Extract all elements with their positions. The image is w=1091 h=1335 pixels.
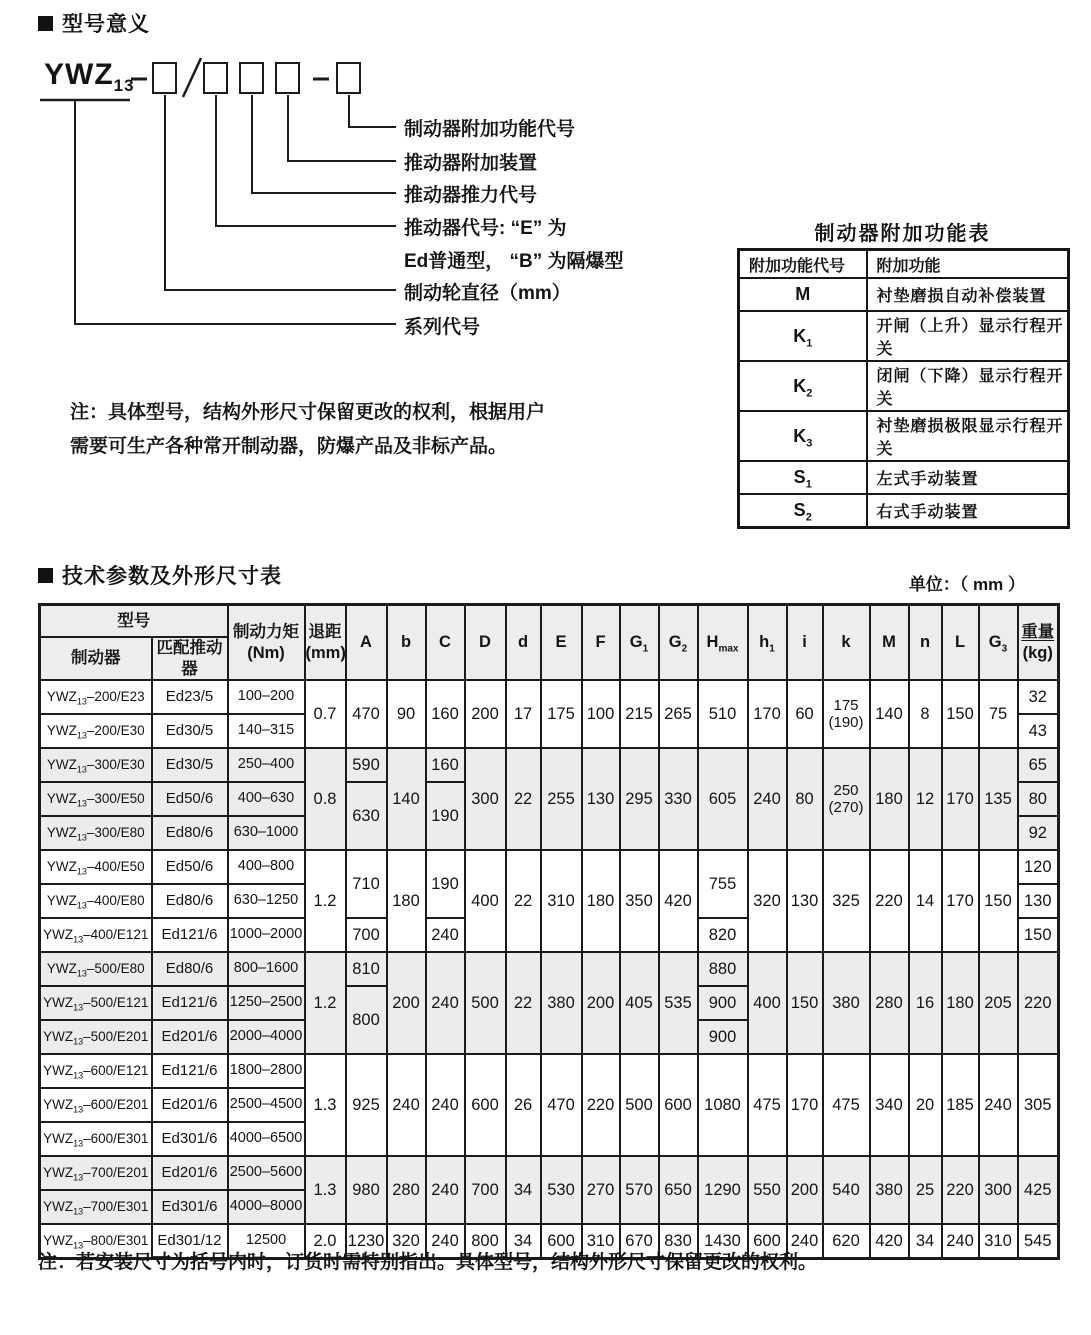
param-row <box>40 1054 1059 1088</box>
diagram-label-function-code: 制动器附加功能代号 <box>404 119 576 140</box>
param-cell: 535 <box>659 952 698 1054</box>
param-row <box>40 1156 1059 1190</box>
param-cell: 34 <box>909 1224 942 1259</box>
param-cell: 380 <box>823 952 870 1054</box>
param-cell: 400–800 <box>228 850 305 884</box>
param-cell: 830 <box>659 1224 698 1259</box>
diagram-label-thruster-device: 推动器附加装置 <box>404 153 538 174</box>
param-cell: 700 <box>346 918 387 952</box>
param-cell: 0.7 <box>305 680 346 748</box>
param-cell: 220 <box>1018 952 1059 1054</box>
param-cell: 630 <box>346 782 387 850</box>
param-cell: 670 <box>620 1224 659 1259</box>
model-cell: $YWZ_{13}-400/E80$ <box>40 884 152 918</box>
param-row <box>40 952 1059 986</box>
param-cell: 8 <box>909 680 942 748</box>
param-cell: 510 <box>698 680 748 748</box>
param-cell: Ed30/5 <box>152 748 228 782</box>
param-cell: 710 <box>346 850 387 918</box>
param-cell: 330 <box>659 748 698 850</box>
param-cell: 880 <box>698 952 748 986</box>
param-cell: 820 <box>698 918 748 952</box>
fn-func-cell: 左式手动装置 <box>867 461 1069 494</box>
param-cell: 200 <box>387 952 426 1054</box>
param-cell: 150 <box>979 850 1018 952</box>
param-cell: 150 <box>1018 918 1059 952</box>
model-code-box-thruster-type <box>203 62 228 94</box>
param-cell: 12500 <box>228 1224 305 1259</box>
fn-func-cell: 闭闸（下降）显示行程开关 <box>867 361 1069 411</box>
param-cell: 500 <box>465 952 506 1054</box>
param-row <box>40 850 1059 884</box>
param-cell: 75 <box>979 680 1018 748</box>
param-cell: 180 <box>870 748 909 850</box>
section-title-model-meaning <box>38 8 150 38</box>
param-cell: 405 <box>620 952 659 1054</box>
param-cell: 550 <box>748 1156 787 1224</box>
param-cell: 310 <box>582 1224 620 1259</box>
param-header-cell: D <box>465 605 506 681</box>
diagram-connector-lines <box>0 0 720 345</box>
param-cell: 540 <box>823 1156 870 1224</box>
param-cell: 60 <box>787 680 823 748</box>
model-cell: $YWZ_{13}-600/E121$ <box>40 1054 152 1088</box>
param-cell: 270 <box>582 1156 620 1224</box>
diagram-label-wheel-diameter: 制动轮直径（mm） <box>404 283 571 304</box>
param-cell: 240 <box>426 918 465 952</box>
model-cell: $YWZ_{13}-500/E80$ <box>40 952 152 986</box>
model-cell: $YWZ_{13}-700/E301$ <box>40 1190 152 1224</box>
param-cell: 530 <box>541 1156 582 1224</box>
param-header-cell: 重量 (kg) <box>1018 605 1059 681</box>
param-cell: 170 <box>787 1054 823 1156</box>
param-header-cell: 制动器 <box>40 637 152 680</box>
param-header-cell: M <box>870 605 909 681</box>
section-title-model-meaning-text: 型号意义 <box>62 13 150 36</box>
model-code-box-diameter <box>152 62 177 94</box>
section-title-params <box>38 560 282 590</box>
param-cell: 475 <box>748 1054 787 1156</box>
param-cell: 140–315 <box>228 714 305 748</box>
function-header-code: 附加功能代号 <box>739 250 867 279</box>
model-code-box-thrust <box>239 62 264 94</box>
param-cell: 240 <box>426 1054 465 1156</box>
param-header-cell: $G_3$ <box>979 605 1018 681</box>
model-cell: $YWZ_{13}-200/E30$ <box>40 714 152 748</box>
param-header-cell: d <box>506 605 541 681</box>
param-cell: 400 <box>465 850 506 952</box>
param-cell: 80 <box>1018 782 1059 816</box>
param-row <box>40 680 1059 714</box>
diagram-label-thruster-code-line1: 推动器代号: “E” 为 <box>404 218 567 239</box>
param-cell: Ed50/6 <box>152 850 228 884</box>
param-cell: 180 <box>582 850 620 952</box>
param-cell: 310 <box>541 850 582 952</box>
param-cell: 100 <box>582 680 620 748</box>
fn-code-cell: $S_1$ <box>739 461 867 494</box>
param-cell: 320 <box>748 850 787 952</box>
param-cell: 925 <box>346 1054 387 1156</box>
param-cell: 590 <box>346 748 387 782</box>
param-cell: 255 <box>541 748 582 850</box>
param-cell: Ed301/12 <box>152 1224 228 1259</box>
param-cell: 1430 <box>698 1224 748 1259</box>
param-cell: Ed201/6 <box>152 1088 228 1122</box>
model-cell: $YWZ_{13}-700/E201$ <box>40 1156 152 1190</box>
param-cell: 475 <box>823 1054 870 1156</box>
param-cell: 265 <box>659 680 698 748</box>
param-cell: Ed201/6 <box>152 1020 228 1054</box>
param-cell: 4000–6500 <box>228 1122 305 1156</box>
param-cell: 1.2 <box>305 952 346 1054</box>
param-cell: 170 <box>942 748 979 850</box>
param-cell: 305 <box>1018 1054 1059 1156</box>
param-cell: 350 <box>620 850 659 952</box>
param-cell: 150 <box>787 952 823 1054</box>
param-cell: Ed121/6 <box>152 986 228 1020</box>
param-header-cell: 退距 (mm) <box>305 605 346 681</box>
model-note <box>70 396 545 464</box>
param-cell: 545 <box>1018 1224 1059 1259</box>
param-cell: 1290 <box>698 1156 748 1224</box>
diagram-label-series-code: 系列代号 <box>404 317 481 338</box>
function-header-func: 附加功能 <box>867 250 1069 279</box>
function-table <box>737 248 1070 529</box>
param-cell: 1800–2800 <box>228 1054 305 1088</box>
param-header-cell: L <box>942 605 979 681</box>
model-cell: $YWZ_{13}-200/E23$ <box>40 680 152 714</box>
section-title-params-text: 技术参数及外形尺寸表 <box>62 565 282 588</box>
param-header-cell: b <box>387 605 426 681</box>
param-cell: 90 <box>387 680 426 748</box>
param-header-cell: $G_2$ <box>659 605 698 681</box>
param-header-cell: i <box>787 605 823 681</box>
param-cell: 200 <box>787 1156 823 1224</box>
param-cell: 80 <box>787 748 823 850</box>
param-cell: 34 <box>506 1224 541 1259</box>
param-header-cell: 匹配推动器 <box>152 637 228 680</box>
param-cell: 200 <box>465 680 506 748</box>
param-cell: 570 <box>620 1156 659 1224</box>
param-cell: 190 <box>426 782 465 850</box>
model-cell: $YWZ_{13}-300/E80$ <box>40 816 152 850</box>
param-cell: 420 <box>870 1224 909 1259</box>
param-cell: 175 <box>541 680 582 748</box>
param-cell: 1000–2000 <box>228 918 305 952</box>
param-cell: 240 <box>942 1224 979 1259</box>
param-cell: Ed80/6 <box>152 816 228 850</box>
param-cell: 380 <box>541 952 582 1054</box>
param-cell: Ed121/6 <box>152 918 228 952</box>
param-cell: 16 <box>909 952 942 1054</box>
param-cell: 200 <box>582 952 620 1054</box>
param-header-cell: $G_1$ <box>620 605 659 681</box>
param-cell: 14 <box>909 850 942 952</box>
diagram-label-thrust-code: 推动器推力代号 <box>404 185 538 206</box>
param-cell: 240 <box>787 1224 823 1259</box>
param-cell: 160 <box>426 680 465 748</box>
param-cell: 22 <box>506 850 541 952</box>
param-cell: 1250–2500 <box>228 986 305 1020</box>
param-cell: 32 <box>1018 680 1059 714</box>
param-cell: 650 <box>659 1156 698 1224</box>
section-marker-icon <box>38 16 53 31</box>
param-cell: 130 <box>582 748 620 850</box>
param-cell: 2500–4500 <box>228 1088 305 1122</box>
param-cell: 43 <box>1018 714 1059 748</box>
series-subscript: 13 <box>113 76 135 95</box>
param-cell: 22 <box>506 748 541 850</box>
unit-label: 单位：（ mm ） <box>908 575 1025 594</box>
param-cell: 300 <box>465 748 506 850</box>
param-cell: 420 <box>659 850 698 952</box>
param-cell: 810 <box>346 952 387 986</box>
param-cell: 900 <box>698 986 748 1020</box>
fn-func-cell: 开闸（上升）显示行程开关 <box>867 311 1069 361</box>
param-cell: 220 <box>870 850 909 952</box>
param-cell: Ed201/6 <box>152 1156 228 1190</box>
param-cell: 800–1600 <box>228 952 305 986</box>
param-cell: 400–630 <box>228 782 305 816</box>
param-cell: 140 <box>870 680 909 748</box>
model-code-box-function <box>336 62 361 94</box>
model-note-line2: 需要可生产各种常开制动器，防爆产品及非标产品。 <box>70 436 508 457</box>
param-cell: 25 <box>909 1156 942 1224</box>
function-table-row <box>739 278 1069 311</box>
param-cell: 500 <box>620 1054 659 1156</box>
function-table-row <box>739 411 1069 461</box>
param-cell: 600 <box>465 1054 506 1156</box>
series-prefix: YWZ <box>44 58 114 91</box>
param-cell: 600 <box>659 1054 698 1156</box>
model-cell: $YWZ_{13}-500/E121$ <box>40 986 152 1020</box>
param-cell: 280 <box>870 952 909 1054</box>
model-note-line1: 注：具体型号，结构外形尺寸保留更改的权利，根据用户 <box>70 402 546 423</box>
model-cell: $YWZ_{13}-600/E301$ <box>40 1122 152 1156</box>
param-cell: 180 <box>942 952 979 1054</box>
param-header-cell: 制动力矩 (Nm) <box>228 605 305 681</box>
param-header-cell: A <box>346 605 387 681</box>
param-cell: 380 <box>870 1156 909 1224</box>
series-code-text <box>44 58 135 95</box>
param-cell: 240 <box>387 1054 426 1156</box>
diagram-label-thruster-code-line2: Ed普通型， “B” 为隔爆型 <box>404 251 624 272</box>
param-cell: Ed301/6 <box>152 1122 228 1156</box>
function-table-title: 制动器附加功能表 <box>814 223 991 245</box>
param-cell: 175 (190) <box>823 680 870 748</box>
param-cell: 1.3 <box>305 1054 346 1156</box>
param-cell: 800 <box>465 1224 506 1259</box>
param-cell: 300 <box>979 1156 1018 1224</box>
param-header-cell: k <box>823 605 870 681</box>
param-cell: 2500–5600 <box>228 1156 305 1190</box>
param-cell: 170 <box>942 850 979 952</box>
param-row <box>40 748 1059 782</box>
param-cell: 160 <box>426 748 465 782</box>
param-cell: 17 <box>506 680 541 748</box>
fn-code-cell: $S_2$ <box>739 494 867 528</box>
param-cell: 250–400 <box>228 748 305 782</box>
fn-func-cell: 右式手动装置 <box>867 494 1069 528</box>
param-cell: 220 <box>582 1054 620 1156</box>
param-cell: 22 <box>506 952 541 1054</box>
model-cell: $YWZ_{13}-600/E201$ <box>40 1088 152 1122</box>
param-cell: 2.0 <box>305 1224 346 1259</box>
param-cell: 240 <box>426 952 465 1054</box>
function-table-row <box>739 311 1069 361</box>
param-cell: 140 <box>387 748 426 850</box>
param-cell: 755 <box>698 850 748 918</box>
model-cell: $YWZ_{13}-400/E50$ <box>40 850 152 884</box>
model-code-box-thruster-device <box>275 62 300 94</box>
param-cell: 240 <box>426 1224 465 1259</box>
param-cell: Ed301/6 <box>152 1190 228 1224</box>
param-cell: 4000–8000 <box>228 1190 305 1224</box>
function-table-row <box>739 361 1069 411</box>
param-cell: Ed121/6 <box>152 1054 228 1088</box>
param-header-cell: 型号 <box>40 605 228 638</box>
param-cell: Ed80/6 <box>152 884 228 918</box>
param-cell: 620 <box>823 1224 870 1259</box>
param-cell: 185 <box>942 1054 979 1156</box>
param-cell: 34 <box>506 1156 541 1224</box>
param-cell: 1.3 <box>305 1156 346 1224</box>
model-cell: $YWZ_{13}-400/E121$ <box>40 918 152 952</box>
param-cell: 600 <box>748 1224 787 1259</box>
param-header-cell: n <box>909 605 942 681</box>
param-cell: 340 <box>870 1054 909 1156</box>
param-cell: 220 <box>942 1156 979 1224</box>
param-cell: 205 <box>979 952 1018 1054</box>
params-note: 注：若安装尺寸为括号内时，订货时需特别指出。具体型号，结构外形尺寸保留更改的权利。 <box>38 1252 818 1273</box>
section-marker-icon <box>38 568 53 583</box>
param-cell: 12 <box>909 748 942 850</box>
param-cell: 470 <box>346 680 387 748</box>
param-cell: Ed30/5 <box>152 714 228 748</box>
fn-func-cell: 衬垫磨损极限显示行程开关 <box>867 411 1069 461</box>
param-cell: 630–1250 <box>228 884 305 918</box>
param-cell: 240 <box>979 1054 1018 1156</box>
param-cell: 900 <box>698 1020 748 1054</box>
param-cell: 190 <box>426 850 465 918</box>
fn-code-cell: M <box>739 278 867 311</box>
param-cell: 630–1000 <box>228 816 305 850</box>
param-cell: 320 <box>387 1224 426 1259</box>
param-cell: 2000–4000 <box>228 1020 305 1054</box>
params-table <box>38 603 1060 1260</box>
param-cell: 470 <box>541 1054 582 1156</box>
param-cell: 400 <box>748 952 787 1054</box>
param-cell: 26 <box>506 1054 541 1156</box>
param-cell: Ed23/5 <box>152 680 228 714</box>
model-cell: $YWZ_{13}-800/E301$ <box>40 1224 152 1259</box>
params-header-row <box>40 605 1059 638</box>
param-cell: 295 <box>620 748 659 850</box>
param-cell: 170 <box>748 680 787 748</box>
param-cell: 605 <box>698 748 748 850</box>
function-table-row <box>739 494 1069 528</box>
param-cell: 1.2 <box>305 850 346 952</box>
param-header-cell: $h_1$ <box>748 605 787 681</box>
model-cell: $YWZ_{13}-500/E201$ <box>40 1020 152 1054</box>
param-cell: 65 <box>1018 748 1059 782</box>
param-cell: 20 <box>909 1054 942 1156</box>
param-cell: 135 <box>979 748 1018 850</box>
param-cell: Ed50/6 <box>152 782 228 816</box>
param-cell: 0.8 <box>305 748 346 850</box>
param-header-cell: $H_{max}$ <box>698 605 748 681</box>
param-cell: 92 <box>1018 816 1059 850</box>
param-cell: 700 <box>465 1156 506 1224</box>
param-cell: 120 <box>1018 850 1059 884</box>
param-cell: 600 <box>541 1224 582 1259</box>
param-cell: 130 <box>787 850 823 952</box>
param-cell: 130 <box>1018 884 1059 918</box>
model-cell: $YWZ_{13}-300/E30$ <box>40 748 152 782</box>
param-cell: 240 <box>748 748 787 850</box>
param-cell: 180 <box>387 850 426 952</box>
param-cell: 1230 <box>346 1224 387 1259</box>
fn-code-cell: $K_1$ <box>739 311 867 361</box>
function-table-header-row <box>739 250 1069 279</box>
param-cell: 310 <box>979 1224 1018 1259</box>
param-cell: 1080 <box>698 1054 748 1156</box>
fn-code-cell: $K_2$ <box>739 361 867 411</box>
param-cell: 425 <box>1018 1156 1059 1224</box>
param-cell: 215 <box>620 680 659 748</box>
param-cell: Ed80/6 <box>152 952 228 986</box>
param-header-cell: C <box>426 605 465 681</box>
param-header-cell: F <box>582 605 620 681</box>
function-table-row <box>739 461 1069 494</box>
param-cell: 325 <box>823 850 870 952</box>
param-cell: 980 <box>346 1156 387 1224</box>
param-cell: 100–200 <box>228 680 305 714</box>
param-cell: 280 <box>387 1156 426 1224</box>
model-cell: $YWZ_{13}-300/E50$ <box>40 782 152 816</box>
param-cell: 250 (270) <box>823 748 870 850</box>
param-cell: 150 <box>942 680 979 748</box>
param-header-cell: E <box>541 605 582 681</box>
fn-func-cell: 衬垫磨损自动补偿装置 <box>867 278 1069 311</box>
param-cell: 800 <box>346 986 387 1054</box>
param-cell: 240 <box>426 1156 465 1224</box>
fn-code-cell: $K_3$ <box>739 411 867 461</box>
